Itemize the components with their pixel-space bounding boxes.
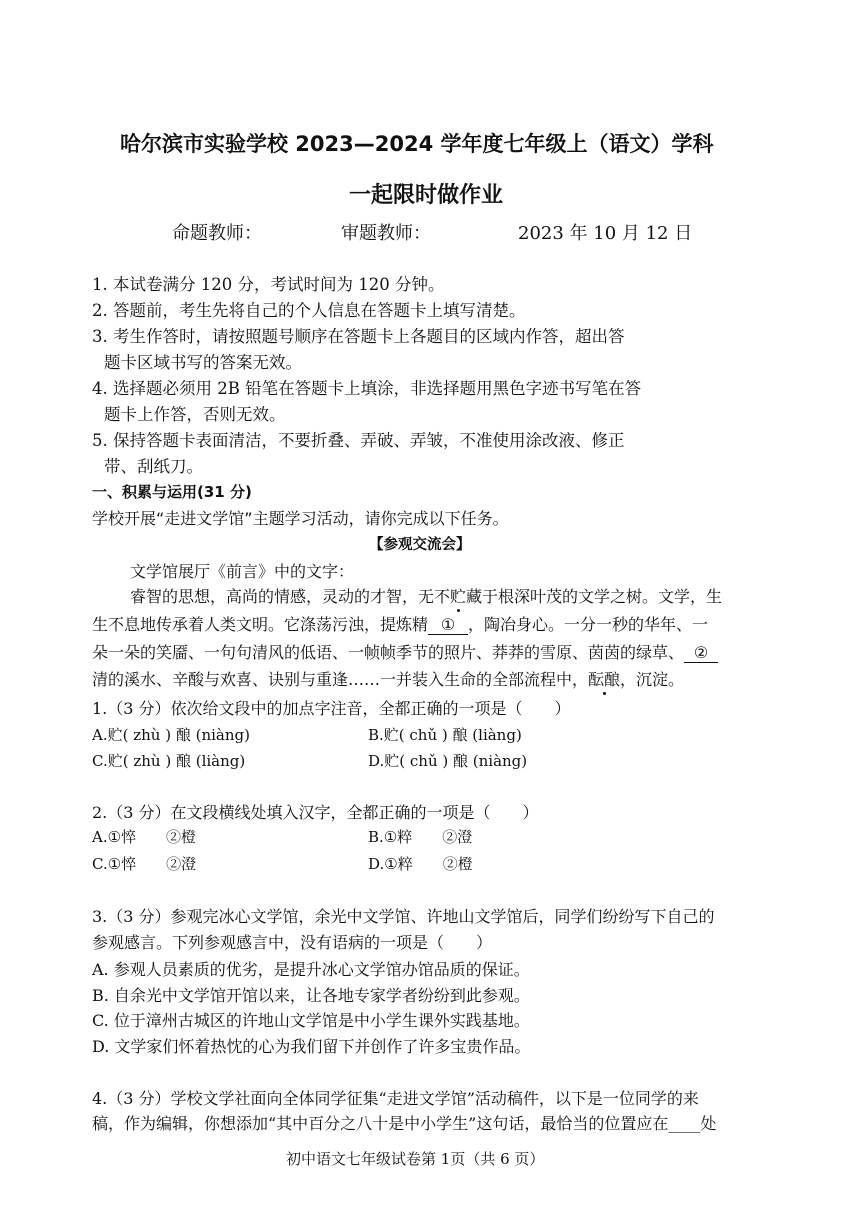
- question-2-stem: 2.（3 分）在文段横线处填入汉字，全都正确的一项是（ ）: [92, 803, 539, 822]
- question-2-option-c: C.①悴 ②澄: [92, 855, 197, 873]
- question-2-option-b: B.①粹 ②澄: [368, 828, 473, 846]
- instruction-1: 1. 本试卷满分 120 分，考试时间为 120 分钟。: [92, 275, 445, 294]
- blank-2: ②: [684, 643, 718, 663]
- instruction-2: 2. 答题前，考生先将自己的个人信息在答题卡上填写清楚。: [92, 301, 526, 320]
- question-2-option-d: D.①粹 ②橙: [368, 855, 473, 873]
- instruction-3-cont: 题卡区域书写的答案无效。: [104, 353, 302, 372]
- question-3-option-a: A. 参观人员素质的优劣，是提升冰心文学馆办馆品质的保证。: [92, 960, 530, 979]
- question-1-option-a: A.贮( zhù ) 酿 (niàng): [92, 726, 250, 744]
- passage-line-1: [130, 584, 722, 607]
- question-3-option-d: D. 文学家们怀着热忱的心为我们留下并创作了许多宝贵作品。: [92, 1037, 531, 1056]
- question-1-option-d: D.贮( chǔ ) 酿 (niàng): [368, 752, 528, 770]
- passage-text: 生不息地传承着人类文明。它涤荡污浊，提炼精: [92, 615, 429, 634]
- passage-line-3: [92, 640, 718, 663]
- question-3-option-c: C. 位于漳州古城区的许地山文学馆是中小学生课外实践基地。: [92, 1011, 530, 1030]
- blank-1: ①: [428, 615, 468, 635]
- passage-line-2: [92, 612, 708, 635]
- question-2-option-a: A.①悴 ②橙: [92, 828, 197, 846]
- instruction-5-cont: 带、刮纸刀。: [104, 457, 203, 476]
- question-3-stem-cont: 参观感言。下列参观感言中，没有语病的一项是（ ）: [92, 933, 493, 952]
- passage-text: ，沉淀。: [620, 670, 685, 689]
- passage-lead: 文学馆展厅《前言》中的文字：: [130, 562, 355, 581]
- dotted-char: 酝酿: [588, 670, 621, 689]
- question-1-stem: 1.（3 分）依次给文段中的加点字注音，全都正确的一项是（ ）: [92, 699, 571, 718]
- title-line1: 哈尔滨市实验学校 2023—2024 学年度七年级上（语文）学科: [120, 132, 714, 156]
- setter-label: 命题教师：: [172, 223, 262, 244]
- passage-line-4: [92, 667, 684, 690]
- sub-heading: 【参观交流会】: [369, 537, 471, 553]
- instruction-5: 5. 保持答题卡表面清洁，不要折叠、弄破、弄皱，不准使用涂改液、修正: [92, 431, 625, 450]
- question-4-stem: 4.（3 分）学校文学社面向全体同学征集“走进文学馆”活动稿件，以下是一位同学的来: [92, 1089, 699, 1108]
- instruction-4-cont: 题卡上作答，否则无效。: [104, 405, 286, 424]
- question-3-stem: 3.（3 分）参观完冰心文学馆，余光中文学馆、许地山文学馆后，同学们纷纷写下自己的: [92, 907, 715, 926]
- reviewer-label: 审题教师：: [341, 223, 431, 244]
- passage-text: 朵一朵的笑靥、一句句清风的低语、一帧帧季节的照片、莽莽的雪原、茵茵的绿草、: [92, 643, 685, 662]
- exam-date: 2023 年 10 月 12 日: [518, 223, 693, 244]
- passage-text: 清的溪水、辛酸与欢喜、诀别与重逢……一并装入生命的全部流程中，: [92, 670, 589, 689]
- passage-text: ，陶冶身心。一分一秒的华年、一: [468, 615, 709, 634]
- passage-text: 睿智的思想，高尚的情感，灵动的才智，无不: [130, 587, 451, 606]
- dotted-char: 贮: [450, 587, 467, 606]
- instruction-3: 3. 考生作答时，请按照题号顺序在答题卡上各题目的区域内作答，超出答: [92, 327, 625, 346]
- question-1-option-c: C.贮( zhù ) 酿 (liàng): [92, 752, 246, 770]
- instruction-4: 4. 选择题必须用 2B 铅笔在答题卡上填涂，非选择题用黑色字迹书写笔在答: [92, 379, 642, 398]
- title-line2: 一起限时做作业: [349, 183, 504, 208]
- page-footer: 初中语文七年级试卷第 1页（共 6 页）: [286, 1150, 545, 1168]
- question-3-option-b: B. 自余光中文学馆开馆以来，让各地专家学者纷纷到此参观。: [92, 986, 530, 1005]
- question-1-option-b: B.贮( chǔ ) 酿 (liàng): [368, 726, 522, 744]
- section-heading: 一、积累与运用(31 分): [92, 483, 252, 501]
- section-intro: 学校开展“走进文学馆”主题学习活动，请你完成以下任务。: [92, 509, 509, 528]
- question-4-stem-cont: 稿，作为编辑，你想添加“其中百分之八十是中小学生”这句话，最恰当的位置应在____处: [92, 1114, 717, 1133]
- passage-text: 藏于根深叶茂的文学之树。文学，生: [466, 587, 723, 606]
